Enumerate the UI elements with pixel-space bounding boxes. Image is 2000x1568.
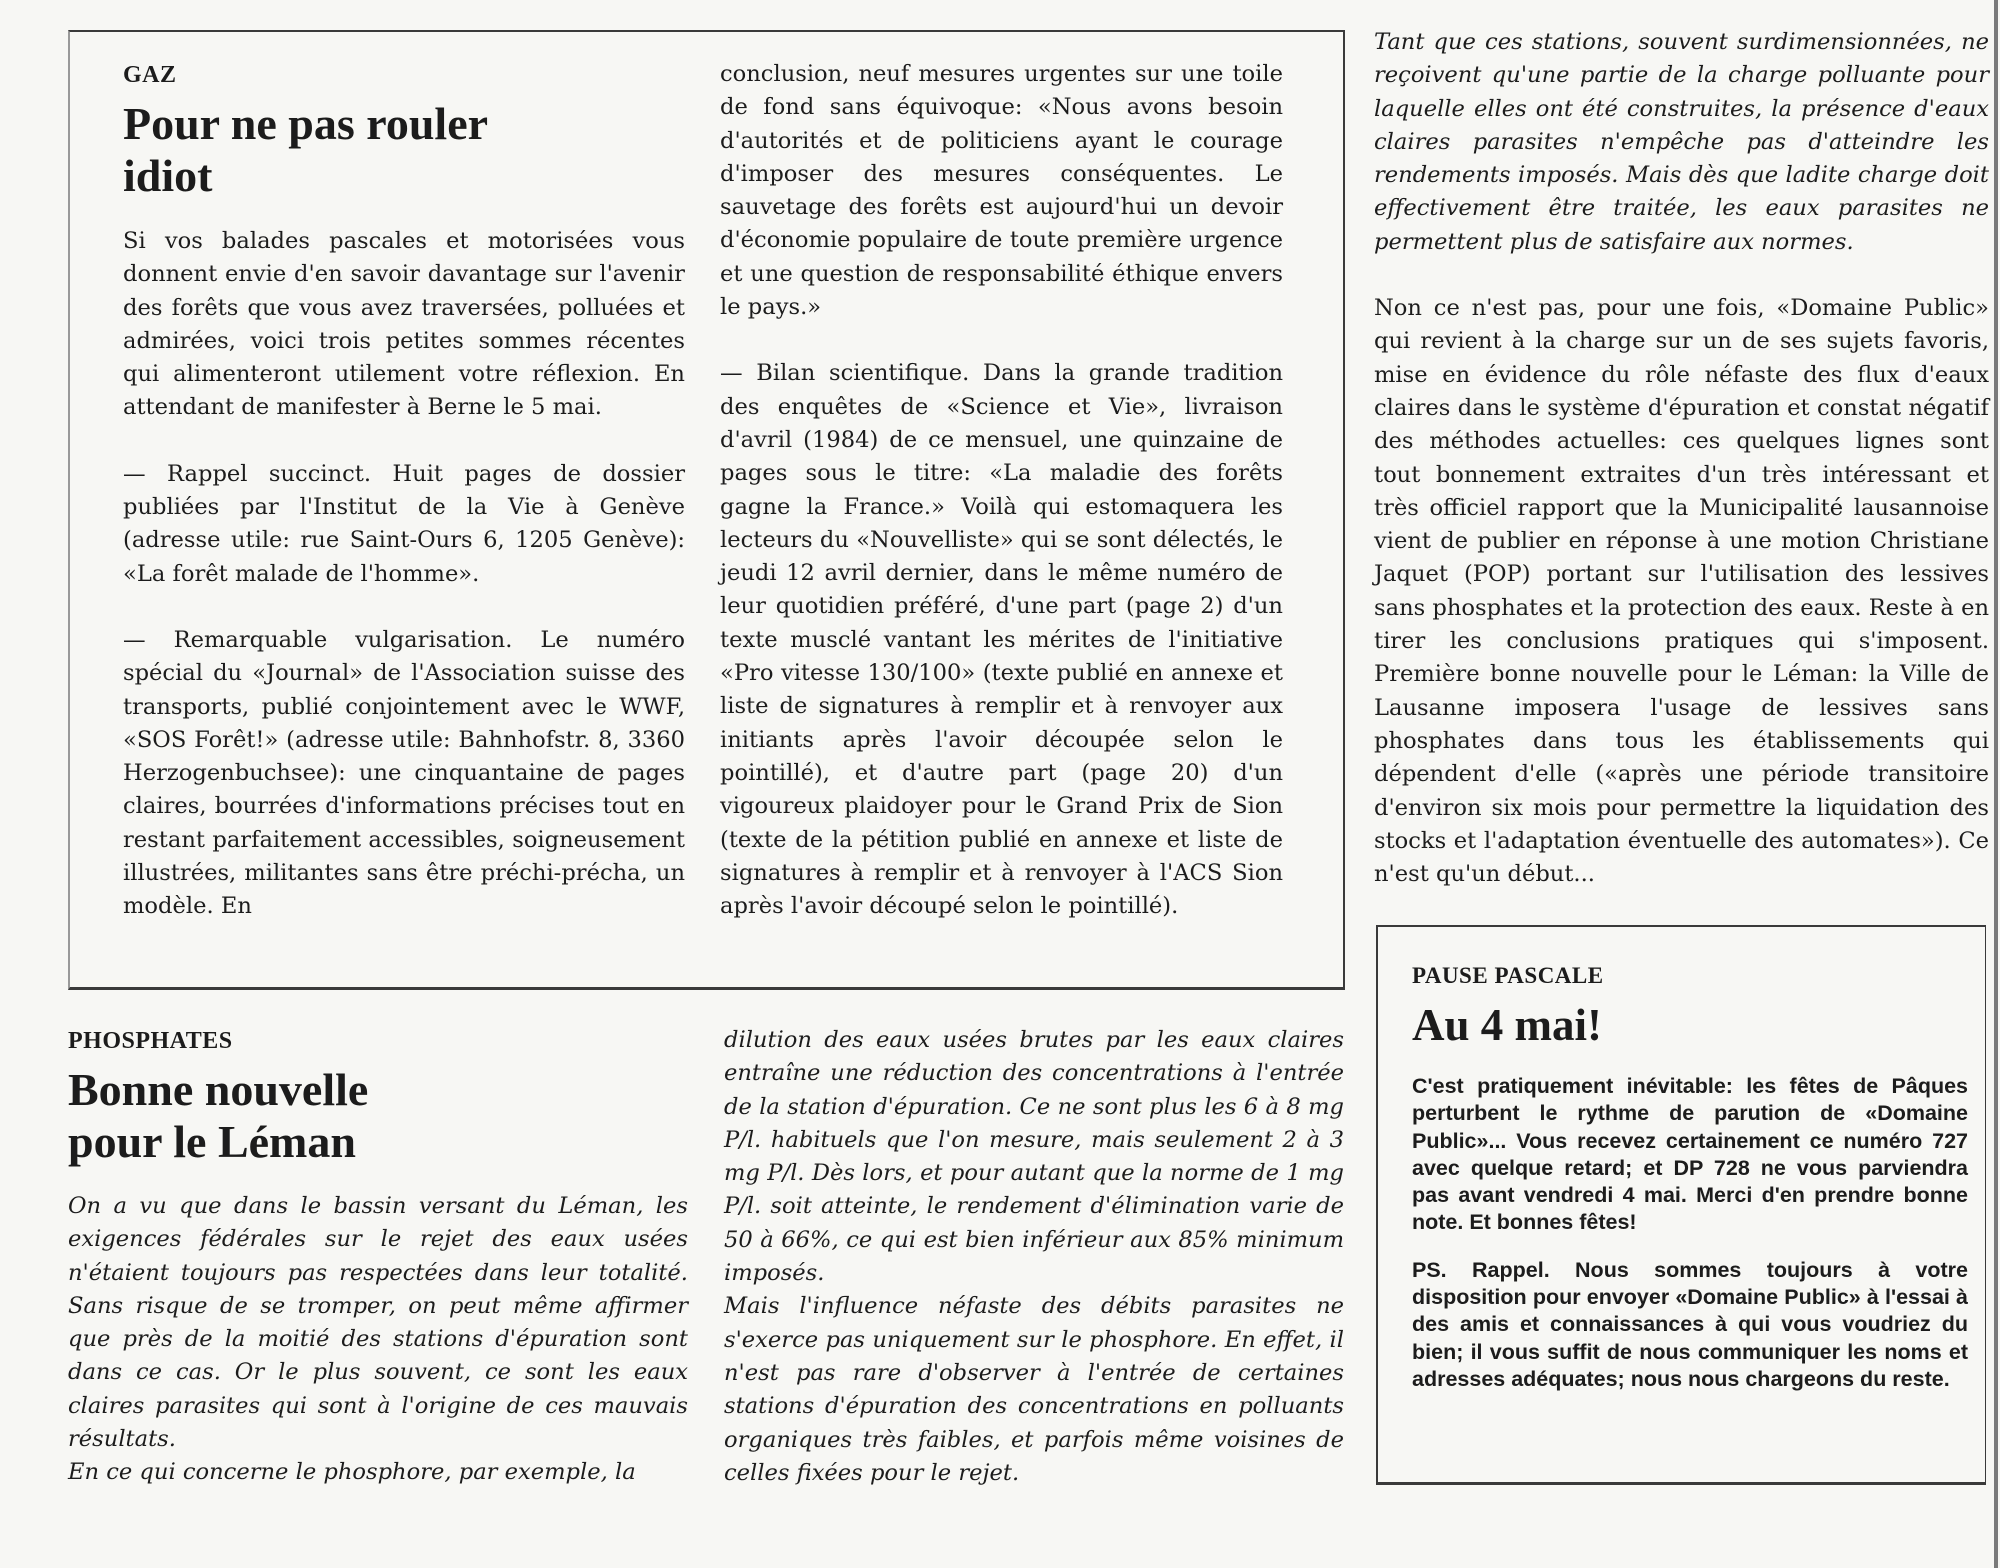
phosphates-column-1 [68,1190,688,1490]
phosphates-headline [68,1064,368,1167]
pause-kicker: PAUSE PASCALE [1412,963,1604,988]
pause-paragraph-notice: C'est pratiquement inévitable: les fêtes de Pâques perturbent le rythme de parution de «Domaine Public»... Vous recevez certainement ce numéro 727 avec quelque retard; et DP 728 ne vous parviendra pas avant vendredi 4 mai. Merci d'en prendre bonne note. Et bonnes fêtes! [1412,1074,1968,1235]
pause-paragraph-ps: PS. Rappel. Nous sommes toujours à votre disposition pour envoyer «Domaine Public» à l'essai à des amis et connaissances à qui vous voudriez du bien; il vous suffit de nous communiquer les noms et adresses adéquates; nous nous chargeons du reste. [1412,1257,1968,1391]
phosphates-headline-line1: Bonne nouvelle [68,1064,369,1115]
gaz-kicker: GAZ [123,62,177,88]
pause-headline: Au 4 mai! [1412,1000,1602,1050]
gaz-column-1 [123,225,685,924]
pause-body [1412,1073,1968,1393]
page-edge-shadow [1994,0,1998,1568]
phosphates-paragraph-influence: Mais l'influence néfaste des débits parasites ne s'exerce pas uniquement sur le phosphore. En effet, il n'est pas rare d'observer à l'entrée de certaines stations d'épuration des concentrations en polluants organiques très faibles, et parfois même voisines de celles fixées pour le rejet. [724,1293,1344,1486]
gaz-headline-line1: Pour ne pas rouler [123,98,489,149]
gaz-paragraph-rappel: — Rappel succinct. Huit pages de dossier publiées par l'Institut de la Vie à Genève (adresse utile: rue Saint-Ours 6, 1205 Genève): «La forêt malade de l'homme». [123,460,685,587]
phosphates-paragraph-phosphore: En ce qui concerne le phosphore, par exemple, la [68,1459,636,1486]
gaz-paragraph-vulgarisation: — Remarquable vulgarisation. Le numéro spécial du «Journal» de l'Association suisse des transports, publié conjointement avec le WWF, «SOS Forêt!» (adresse utile: Bahnhofstr. 8, 3360 Herzogenbuchsee): une cinquantaine de pages claires, bourrées d'informations précises tout en restant parfaitement accessibles, soigneusement illustrées, militantes sans être préchi-précha, un modèle. En [123,626,685,920]
gaz-paragraph-conclusion: conclusion, neuf mesures urgentes sur une toile de fond sans équivoque: «Nous avons besoin d'autorités et de politiciens ayant le courage d'imposer des mesures conséquentes. Le sauvetage des forêts est aujourd'hui un devoir d'économie populaire de toute première urgence et une question de responsabilité éthique envers le pays.» [720,61,1283,321]
phosphates-column-3 [1374,26,1989,891]
phosphates-column-2 [724,1024,1344,1490]
phosphates-paragraph-intro: On a vu que dans le bassin versant du Léman, les exigences fédérales sur le rejet des eaux usées n'étaient toujours pas respectées dans leur totalité. Sans risque de se tromper, on peut même affirmer que près de la moitié des stations d'épuration sont dans ce cas. Or le plus souvent, ce sont les eaux claires parasites qui sont à l'origine de ces mauvais résultats. [68,1193,688,1453]
phosphates-paragraph-stations: Tant que ces stations, souvent surdimensionnées, ne reçoivent qu'une partie de la charge polluante pour laquelle elles ont été construites, la présence d'eaux claires parasites n'empêche pas d'atteindre les rendements imposés. Mais dès que ladite charge doit effectivement être traitée, les eaux parasites ne permettent plus de satisfaire aux normes. [1374,29,1989,255]
gaz-paragraph-bilan: — Bilan scientifique. Dans la grande tradition des enquêtes de «Science et Vie», livraison d'avril (1984) de ce mensuel, une quinzaine de pages sous le titre: «La maladie des forêts gagne la France.» Voilà qui estomaquera les lecteurs du «Nouvelliste» qui se sont délectés, le jeudi 12 avril dernier, dans le même numéro de leur quotidien préféré, d'une part (page 2) d'un texte musclé vantant les mérites de l'initiative «Pro vitesse 130/100» (texte publié en annexe et liste de signatures à remplir et à renvoyer aux initiants après l'avoir découpée selon le pointillé), et d'autre part (page 20) d'un vigoureux plaidoyer pour le Grand Prix de Sion (texte de la pétition publié en annexe et liste de signatures à remplir et à renvoyer à l'ACS Sion après l'avoir découpé selon le pointillé). [720,360,1283,920]
gaz-column-2 [720,58,1283,923]
gaz-headline [123,98,488,201]
phosphates-paragraph-dilution: dilution des eaux usées brutes par les eaux claires entraîne une réduction des concentrations à l'entrée de la station d'épuration. Ce ne sont plus les 6 à 8 mg P/l. habituels que l'on mesure, mais seulement 2 à 3 mg P/l. Dès lors, et pour autant que la norme de 1 mg P/l. soit atteinte, le rendement d'élimination varie de 50 à 66%, ce qui est bien inférieur aux 85% minimum imposés. [724,1027,1344,1287]
phosphates-paragraph-domaine-public: Non ce n'est pas, pour une fois, «Domaine Public» qui revient à la charge sur un de ses sujets favoris, mise en évidence du rôle néfaste des flux d'eaux claires dans le système d'épuration et constat négatif des méthodes actuelles: ces quelques lignes sont tout bonnement extraites d'un très intéressant et très officiel rapport que la Municipalité lausannoise vient de publier en réponse à une motion Christiane Jaquet (POP) portant sur l'utilisation des lessives sans phosphates et la protection des eaux. Reste à en tirer les conclusions pratiques qui s'imposent. Première bonne nouvelle pour le Léman: la Ville de Lausanne imposera l'usage de lessives sans phosphates dans tous les établissements qui dépendent d'elle («après une période transitoire d'environ six mois pour permettre la liquidation des stocks et l'adaptation éventuelle des automates»). Ce n'est qu'un début... [1374,295,1989,888]
phosphates-headline-line2: pour le Léman [68,1115,356,1167]
phosphates-kicker: PHOSPHATES [68,1028,233,1054]
gaz-paragraph-intro: Si vos balades pascales et motorisées vous donnent envie d'en savoir davantage sur l'avenir des forêts que vous avez traversées, polluées et admirées, voici trois petites sommes récentes qui alimenteront utilement votre réflexion. En attendant de manifester à Berne le 5 mai. [123,228,685,421]
gaz-headline-line2: idiot [123,149,213,201]
